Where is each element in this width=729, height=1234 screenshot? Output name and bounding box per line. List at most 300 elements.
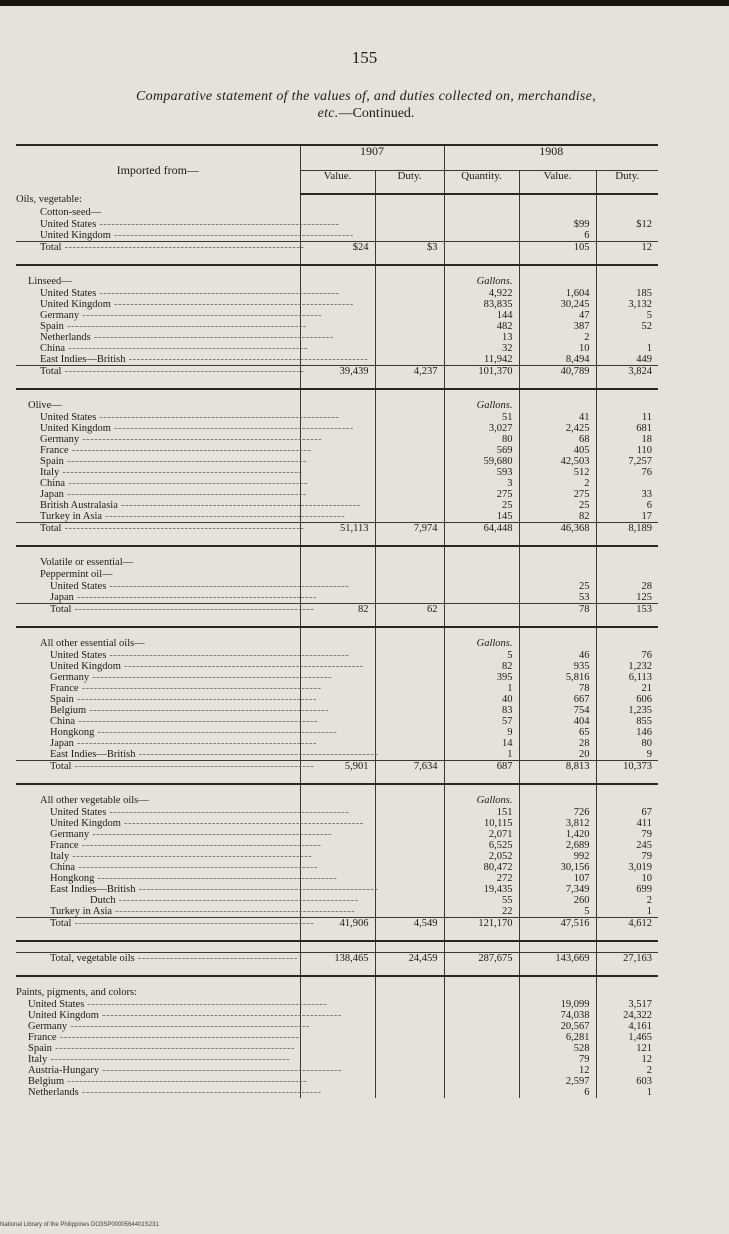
country-name: Spain xyxy=(50,694,74,705)
duty-1907-cell xyxy=(375,884,444,895)
row-label xyxy=(16,661,364,672)
duty-1907-cell xyxy=(375,310,444,321)
leader-dots: ------------------------------------------------------------ xyxy=(63,321,307,332)
spacer-row xyxy=(16,389,658,400)
row-label xyxy=(16,310,322,321)
duty-1907-cell xyxy=(375,672,444,683)
country-name: United Kingdom xyxy=(40,423,111,434)
leader-dots: ------------------------------------------------------------ xyxy=(73,738,317,749)
duty-1908-cell: 27,163 xyxy=(596,953,658,977)
total-row xyxy=(16,366,658,390)
value-1908-cell: 20,567 xyxy=(519,1021,596,1032)
section-heading-row xyxy=(16,638,658,650)
value-1907-cell xyxy=(300,569,375,581)
value-1907-cell: 39,439 xyxy=(300,366,375,390)
value-1908-cell: 82 xyxy=(519,511,596,523)
value-1908-cell: 2,597 xyxy=(519,1076,596,1087)
section-heading-row xyxy=(16,207,658,219)
table-row xyxy=(16,694,658,705)
spacer-cell xyxy=(444,389,519,400)
value-1908-cell xyxy=(519,795,596,807)
country-name: United Kingdom xyxy=(28,1010,99,1021)
value-1908-cell: 40,789 xyxy=(519,366,596,390)
duty-1907-cell xyxy=(375,456,444,467)
quantity-1908-cell: 275 xyxy=(444,489,519,500)
quantity-1908-cell: 57 xyxy=(444,716,519,727)
duty-1908-cell: 855 xyxy=(596,716,658,727)
country-name: Belgium xyxy=(50,705,87,716)
duty-1907-cell xyxy=(375,569,444,581)
value-1908-cell: 667 xyxy=(519,694,596,705)
unit-label: Gallons. xyxy=(444,638,519,650)
quantity-1908-cell: 4,922 xyxy=(444,288,519,299)
duty-1907-cell xyxy=(375,862,444,873)
spacer-cell xyxy=(596,546,658,557)
spacer-cell xyxy=(300,941,375,953)
table-row xyxy=(16,807,658,818)
table-row xyxy=(16,310,658,321)
row-label xyxy=(16,321,307,332)
scan-top-edge xyxy=(0,0,729,6)
leader-dots: ------------------------------------------------------------ xyxy=(94,873,338,884)
row-label xyxy=(16,884,379,895)
duty-1907-cell xyxy=(375,445,444,456)
duty-1908-cell: 3,019 xyxy=(596,862,658,873)
spacer-cell xyxy=(375,389,444,400)
table-row xyxy=(16,456,658,467)
table-row xyxy=(16,873,658,884)
quantity-1908-cell: 593 xyxy=(444,467,519,478)
duty-1908-cell xyxy=(596,795,658,807)
duty-1908-cell: 7,257 xyxy=(596,456,658,467)
leader-dots: ------------------------------------------------------------ xyxy=(71,761,315,772)
table-row xyxy=(16,727,658,738)
value-1908-cell: 25 xyxy=(519,500,596,511)
quantity-1908-cell: 5 xyxy=(444,650,519,661)
leader-dots: ------------------------------------------------------------ xyxy=(59,467,303,478)
leader-dots: ------------------------------------------------------------ xyxy=(71,918,315,929)
duty-1908-cell: 79 xyxy=(596,851,658,862)
total-text: Total xyxy=(40,366,62,377)
row-label xyxy=(16,1054,300,1065)
duty-1908-cell: 1 xyxy=(596,1087,658,1098)
row-label xyxy=(16,829,332,840)
quantity-1908-cell xyxy=(444,194,519,207)
row-label xyxy=(16,230,354,242)
quantity-1908-cell xyxy=(444,1076,519,1087)
duty-1908-cell: 1,235 xyxy=(596,705,658,716)
total-label xyxy=(16,918,315,942)
value-1908-cell: 6 xyxy=(519,230,596,242)
row-label xyxy=(16,288,340,299)
year-1907-header: 1907 xyxy=(300,145,444,171)
duty-1907-cell xyxy=(375,1065,444,1076)
duty-1908-cell: 4,161 xyxy=(596,1021,658,1032)
title-line-1: Comparative statement of the values of, and duties collected on, merchandise, xyxy=(136,89,596,104)
table-row xyxy=(16,581,658,592)
quantity-1908-cell: 80 xyxy=(444,434,519,445)
value-1908-cell: 42,503 xyxy=(519,456,596,467)
value-1907-cell xyxy=(300,321,375,332)
leader-dots: ------------------------------------------------------------ xyxy=(110,230,354,241)
duty-1907-cell xyxy=(375,219,444,230)
country-name: East Indies—British xyxy=(50,884,136,895)
row-label xyxy=(16,1076,308,1087)
spacer-cell xyxy=(596,784,658,795)
spacer-row xyxy=(16,627,658,638)
total-row xyxy=(16,242,658,266)
quantity-1908-cell xyxy=(444,1043,519,1054)
duty-1907-cell xyxy=(375,489,444,500)
spacer-cell xyxy=(300,265,375,276)
quantity-1908-cell: 83,835 xyxy=(444,299,519,310)
duty-1908-cell: 603 xyxy=(596,1076,658,1087)
country-name: France xyxy=(28,1032,57,1043)
value-1907-header: Value. xyxy=(300,171,375,195)
spacer-cell xyxy=(519,976,596,987)
leader-dots: ------------------------------------------------------------ xyxy=(71,604,315,615)
duty-1907-cell xyxy=(375,650,444,661)
duty-1907-cell xyxy=(375,999,444,1010)
value-1908-header: Value. xyxy=(519,171,596,195)
country-name: United Kingdom xyxy=(50,661,121,672)
quantity-1908-cell xyxy=(444,1032,519,1043)
row-label xyxy=(16,873,338,884)
country-name: Spain xyxy=(40,456,64,467)
value-1908-cell: 20 xyxy=(519,749,596,761)
value-1908-cell: 79 xyxy=(519,1054,596,1065)
duty-1908-cell: 67 xyxy=(596,807,658,818)
spacer-row xyxy=(16,265,658,276)
duty-1908-cell: 153 xyxy=(596,604,658,628)
section-heading: Oils, vegetable: xyxy=(16,194,82,205)
quantity-1908-cell: 1 xyxy=(444,749,519,761)
table-row xyxy=(16,299,658,310)
spacer-row xyxy=(16,941,658,953)
quantity-1908-cell: 3,027 xyxy=(444,423,519,434)
total-label xyxy=(16,523,305,547)
duty-1908-cell xyxy=(596,569,658,581)
duty-1908-cell: 33 xyxy=(596,489,658,500)
value-1908-cell: 28 xyxy=(519,738,596,749)
leader-dots: ------------------------------------------------------------ xyxy=(102,511,345,522)
leader-dots: ------------------------------------------------------------ xyxy=(47,1054,291,1065)
value-1908-cell: $99 xyxy=(519,219,596,230)
table-row xyxy=(16,840,658,851)
leader-dots: ------------------------------------------------------------ xyxy=(61,242,305,253)
table-row xyxy=(16,999,658,1010)
value-1908-cell: 5,816 xyxy=(519,672,596,683)
quantity-1908-cell: 83 xyxy=(444,705,519,716)
value-1908-cell: 8,813 xyxy=(519,761,596,785)
table-row xyxy=(16,354,658,366)
duty-1907-cell: 62 xyxy=(375,604,444,628)
duty-1908-cell: 2 xyxy=(596,895,658,906)
row-label xyxy=(16,1010,342,1021)
value-1908-cell: 10 xyxy=(519,343,596,354)
duty-1907-cell xyxy=(375,1087,444,1098)
total-text: Total xyxy=(40,242,62,253)
table-row xyxy=(16,500,658,511)
quantity-1908-cell xyxy=(444,242,519,266)
value-1908-cell: 2,689 xyxy=(519,840,596,851)
leader-dots: ------------------------------------------------------------ xyxy=(84,999,328,1010)
table-row xyxy=(16,672,658,683)
country-name: United Kingdom xyxy=(40,299,111,310)
country-name: Belgium xyxy=(28,1076,65,1087)
spacer-cell xyxy=(519,546,596,557)
value-1908-cell: 30,245 xyxy=(519,299,596,310)
quantity-1908-cell xyxy=(444,1054,519,1065)
value-1907-cell: 82 xyxy=(300,604,375,628)
quantity-1908-cell xyxy=(444,604,519,628)
duty-1907-cell xyxy=(375,434,444,445)
row-label xyxy=(16,219,340,230)
value-1908-cell: 935 xyxy=(519,661,596,672)
table-row xyxy=(16,1032,658,1043)
leader-dots: ------------------------------------------------------------ xyxy=(65,478,309,489)
quantity-1908-cell: 101,370 xyxy=(444,366,519,390)
duty-1907-cell: 24,459 xyxy=(375,953,444,977)
quantity-1908-cell: 272 xyxy=(444,873,519,884)
country-name: East Indies—British xyxy=(50,749,136,760)
row-label xyxy=(16,851,313,862)
value-1908-cell: 107 xyxy=(519,873,596,884)
duty-1908-cell: 1 xyxy=(596,906,658,918)
value-1908-cell: 74,038 xyxy=(519,1010,596,1021)
section-heading-row xyxy=(16,795,658,807)
duty-1908-cell xyxy=(596,230,658,242)
value-1908-cell: 41 xyxy=(519,412,596,423)
duty-1908-cell: 79 xyxy=(596,829,658,840)
country-name: Italy xyxy=(28,1054,48,1065)
duty-1907-cell xyxy=(375,478,444,489)
quantity-1908-cell: 80,472 xyxy=(444,862,519,873)
quantity-1908-cell: 121,170 xyxy=(444,918,519,942)
quantity-1908-cell: 59,680 xyxy=(444,456,519,467)
table-row xyxy=(16,818,658,829)
value-1908-cell xyxy=(519,194,596,207)
duty-1908-cell: 3,824 xyxy=(596,366,658,390)
row-label xyxy=(16,434,322,445)
value-1907-cell xyxy=(300,1043,375,1054)
duty-1908-cell: 17 xyxy=(596,511,658,523)
table-row xyxy=(16,445,658,456)
country-name: China xyxy=(40,478,66,489)
duty-1908-cell xyxy=(596,638,658,650)
value-1908-cell: 46,368 xyxy=(519,523,596,547)
value-1908-cell: 30,156 xyxy=(519,862,596,873)
unit-label: Gallons. xyxy=(444,276,519,288)
duty-1908-cell: 21 xyxy=(596,683,658,694)
row-label xyxy=(16,332,334,343)
leader-dots: ------------------------------------------------------------ xyxy=(90,332,334,343)
duty-1908-cell: 8,189 xyxy=(596,523,658,547)
value-1908-cell xyxy=(519,987,596,999)
value-1908-cell: 754 xyxy=(519,705,596,716)
row-label xyxy=(16,895,359,906)
leader-dots: ------------------------------------------------------------ xyxy=(96,219,340,230)
value-1907-cell xyxy=(300,456,375,467)
quantity-1908-cell: 3 xyxy=(444,478,519,489)
spacer-cell xyxy=(375,546,444,557)
year-1908-header: 1908 xyxy=(444,145,658,171)
spacer-cell xyxy=(519,265,596,276)
country-name: United States xyxy=(50,581,107,592)
leader-dots: ------------------------------------------------------------ xyxy=(56,1032,300,1043)
country-name: Hongkong xyxy=(50,727,95,738)
quantity-1908-cell: 145 xyxy=(444,511,519,523)
leader-dots: ------------------------------------------------------------ xyxy=(79,310,322,321)
value-1908-cell: 78 xyxy=(519,683,596,694)
row-label xyxy=(16,738,317,749)
country-name: East Indies—British xyxy=(40,354,126,365)
row-label xyxy=(16,1065,343,1076)
duty-1907-cell xyxy=(375,400,444,412)
scan-footer: National Library of the Philippines DO3SP0000564401S231 xyxy=(0,1222,159,1228)
grand-total-label xyxy=(16,953,300,977)
table-row xyxy=(16,829,658,840)
leader-dots: ------------------------------------------------------------ xyxy=(75,716,319,727)
duty-1908-cell: 146 xyxy=(596,727,658,738)
row-label xyxy=(16,999,328,1010)
row-label xyxy=(16,840,322,851)
duty-1907-cell xyxy=(375,705,444,716)
duty-1907-cell xyxy=(375,727,444,738)
row-label xyxy=(16,694,317,705)
spacer-cell xyxy=(596,627,658,638)
page-title xyxy=(16,88,716,122)
value-1908-cell: 19,099 xyxy=(519,999,596,1010)
spacer-cell xyxy=(375,941,444,953)
title-continued: —Continued. xyxy=(338,106,415,121)
row-label xyxy=(16,862,319,873)
section-heading: Volatile or essential— xyxy=(40,557,134,568)
spacer-cell xyxy=(519,627,596,638)
value-1908-cell: 2 xyxy=(519,478,596,489)
duty-1907-cell xyxy=(375,467,444,478)
section-heading-row xyxy=(16,987,658,999)
table-row xyxy=(16,738,658,749)
leader-dots: ------------------------------------------------------------ xyxy=(86,705,330,716)
duty-1908-cell: 1,465 xyxy=(596,1032,658,1043)
duty-1908-cell: 121 xyxy=(596,1043,658,1054)
value-1907-cell xyxy=(300,1054,375,1065)
quantity-1908-cell: 25 xyxy=(444,500,519,511)
duty-1908-cell: 2 xyxy=(596,1065,658,1076)
section-heading-row xyxy=(16,400,658,412)
table-row xyxy=(16,749,658,761)
leader-dots: ------------------------------------------------------------ xyxy=(73,694,317,705)
leader-dots: ------------------------------------------------------------ xyxy=(135,884,379,895)
row-label xyxy=(16,500,361,511)
duty-1908-cell: $12 xyxy=(596,219,658,230)
quantity-1908-cell xyxy=(444,581,519,592)
quantity-1908-cell: 40 xyxy=(444,694,519,705)
leader-dots: ------------------------------------------------------------ xyxy=(64,1076,308,1087)
duty-1907-cell xyxy=(375,795,444,807)
country-name: China xyxy=(50,862,76,873)
table-row xyxy=(16,423,658,434)
duty-1908-cell: 28 xyxy=(596,581,658,592)
country-name: Spain xyxy=(40,321,64,332)
table-row xyxy=(16,478,658,489)
spacer-cell xyxy=(300,389,375,400)
quantity-1908-cell: 144 xyxy=(444,310,519,321)
value-1908-cell: 528 xyxy=(519,1043,596,1054)
country-name: Italy xyxy=(40,467,60,478)
country-name: Japan xyxy=(40,489,64,500)
leader-dots: ------------------------------------------------------------ xyxy=(61,366,305,377)
duty-1908-cell: 606 xyxy=(596,694,658,705)
section-heading: Olive— xyxy=(28,400,62,411)
row-label xyxy=(16,807,350,818)
duty-1907-cell xyxy=(375,592,444,604)
table-row xyxy=(16,851,658,862)
table-row xyxy=(16,489,658,500)
leader-dots: ------------------------------------------------------------ xyxy=(110,299,354,310)
row-label xyxy=(16,354,369,366)
quantity-1908-cell xyxy=(444,999,519,1010)
row-label xyxy=(16,412,340,423)
table-row xyxy=(16,895,658,906)
value-1907-cell xyxy=(300,1021,375,1032)
duty-1908-cell: 449 xyxy=(596,354,658,366)
section-heading: Cotton-seed— xyxy=(40,207,102,218)
leader-dots: ------------------------------------------------------------ xyxy=(51,1043,295,1054)
quantity-1908-cell xyxy=(444,557,519,569)
total-text: Total xyxy=(50,604,72,615)
duty-1908-cell: 681 xyxy=(596,423,658,434)
spacer-cell xyxy=(444,784,519,795)
value-1907-cell xyxy=(300,478,375,489)
total-label xyxy=(16,366,305,390)
value-1908-cell: 260 xyxy=(519,895,596,906)
section-heading: All other essential oils— xyxy=(40,638,145,649)
duty-1907-cell xyxy=(375,873,444,884)
country-name: United States xyxy=(40,219,97,230)
spacer-cell xyxy=(375,265,444,276)
value-1908-cell: 65 xyxy=(519,727,596,738)
title-line-2: etc. xyxy=(317,106,339,121)
duty-1907-cell xyxy=(375,207,444,219)
section-heading: Paints, pigments, and colors: xyxy=(16,987,138,998)
spacer-cell xyxy=(16,976,300,987)
spacer-cell xyxy=(596,941,658,953)
row-label xyxy=(16,749,379,761)
value-1907-cell xyxy=(300,557,375,569)
duty-1907-cell xyxy=(375,987,444,999)
duty-1907-cell xyxy=(375,194,444,207)
leader-dots: ------------------------------------------------------------ xyxy=(106,807,350,818)
leader-dots: ------------------------------------------------------------ xyxy=(99,1065,343,1076)
row-label xyxy=(16,1021,310,1032)
quantity-1908-cell xyxy=(444,987,519,999)
spacer-cell xyxy=(444,546,519,557)
row-label xyxy=(16,650,350,661)
duty-1907-cell xyxy=(375,807,444,818)
spacer-cell xyxy=(300,546,375,557)
spacer-cell xyxy=(16,941,300,953)
leader-dots: ------------------------------------------------------------ xyxy=(125,354,369,365)
value-1907-cell xyxy=(300,795,375,807)
quantity-1908-cell: 11,942 xyxy=(444,354,519,366)
country-name: United Kingdom xyxy=(40,230,111,241)
country-name: Japan xyxy=(50,738,74,749)
duty-1907-cell xyxy=(375,749,444,761)
section-heading: Peppermint oil— xyxy=(40,569,113,580)
duty-1908-cell: 24,322 xyxy=(596,1010,658,1021)
